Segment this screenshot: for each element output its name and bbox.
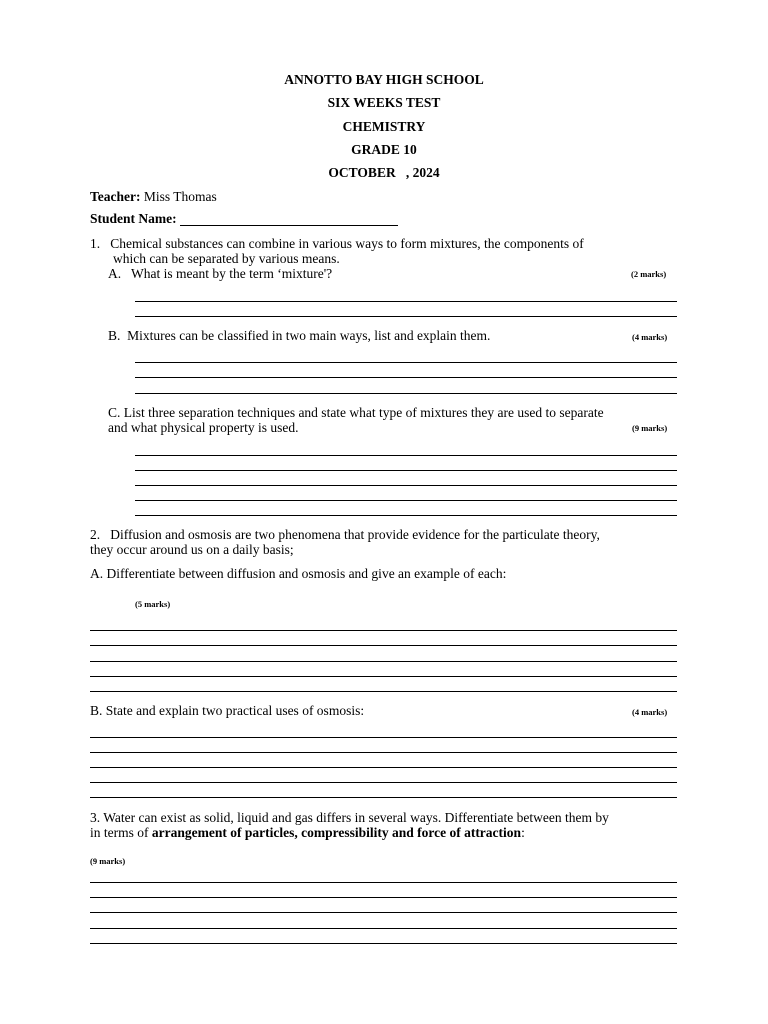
- q1a-marks: (2 marks): [631, 269, 667, 279]
- teacher-label: Teacher:: [90, 189, 141, 204]
- answer-line[interactable]: [135, 377, 677, 378]
- q1c-line2: and what physical property is used.: [108, 420, 299, 435]
- teacher-name: Miss Thomas: [143, 189, 217, 204]
- answer-line[interactable]: [90, 691, 677, 692]
- answer-line[interactable]: [135, 316, 677, 317]
- q2a-text: A. Differentiate between diffusion and osmosis and give an example of each:: [90, 566, 507, 581]
- answer-line[interactable]: [90, 912, 677, 913]
- test-date: OCTOBER , 2024: [328, 165, 440, 180]
- q1-intro-line2: which can be separated by various means.: [113, 251, 340, 266]
- q2-intro-line2: they occur around us on a daily basis;: [90, 542, 294, 557]
- q3-line2-bold: arrangement of particles, compressibility and force of attraction: [151, 825, 522, 840]
- q1b-text: B. Mixtures can be classified in two main ways, list and explain them.: [108, 328, 491, 343]
- answer-line[interactable]: [135, 393, 677, 394]
- answer-line[interactable]: [90, 782, 677, 783]
- answer-line[interactable]: [90, 797, 677, 798]
- q3-line1: 3. Water can exist as solid, liquid and gas differs in several ways. Differentiate between them by: [90, 810, 609, 825]
- answer-line[interactable]: [90, 630, 677, 631]
- q3-marks: (9 marks): [90, 856, 126, 866]
- q2a-marks: (5 marks): [135, 599, 171, 609]
- q2b-text: B. State and explain two practical uses of osmosis:: [90, 703, 365, 718]
- answer-line[interactable]: [90, 943, 677, 944]
- q3-line2-prefix: in terms of: [90, 825, 152, 840]
- answer-line[interactable]: [135, 500, 677, 501]
- answer-line[interactable]: [90, 928, 677, 929]
- answer-line[interactable]: [135, 485, 677, 486]
- teacher-row: [90, 189, 217, 204]
- answer-line[interactable]: [135, 470, 677, 471]
- subject-title: CHEMISTRY: [342, 119, 426, 134]
- answer-line[interactable]: [90, 661, 677, 662]
- answer-line[interactable]: [90, 676, 677, 677]
- q1c-marks: (9 marks): [632, 423, 668, 433]
- answer-line[interactable]: [90, 882, 677, 883]
- q1a-text: A. What is meant by the term ‘mixture'?: [108, 266, 333, 281]
- answer-line[interactable]: [90, 752, 677, 753]
- answer-line[interactable]: [90, 767, 677, 768]
- q1c-line1: C. List three separation techniques and state what type of mixtures they are used to separate: [108, 405, 604, 420]
- answer-line[interactable]: [90, 645, 677, 646]
- q3-line2: [90, 825, 525, 840]
- test-title: SIX WEEKS TEST: [327, 95, 441, 110]
- school-name: ANNOTTO BAY HIGH SCHOOL: [284, 72, 484, 87]
- q2b-marks: (4 marks): [632, 707, 668, 717]
- grade-title: GRADE 10: [351, 142, 417, 157]
- q2-intro-line1: 2. Diffusion and osmosis are two phenomena that provide evidence for the particulate theory,: [90, 527, 600, 542]
- answer-line[interactable]: [135, 301, 677, 302]
- q1-intro-line1: 1. Chemical substances can combine in various ways to form mixtures, the components of: [90, 236, 584, 251]
- answer-line[interactable]: [135, 362, 677, 363]
- student-label: Student Name:: [90, 211, 177, 226]
- answer-line[interactable]: [90, 737, 677, 738]
- answer-line[interactable]: [135, 515, 677, 516]
- q1b-marks: (4 marks): [632, 332, 668, 342]
- answer-line[interactable]: [90, 897, 677, 898]
- answer-line[interactable]: [135, 455, 677, 456]
- student-row: [90, 211, 398, 226]
- q3-line2-suffix: :: [521, 825, 525, 840]
- student-name-blank[interactable]: [180, 213, 398, 226]
